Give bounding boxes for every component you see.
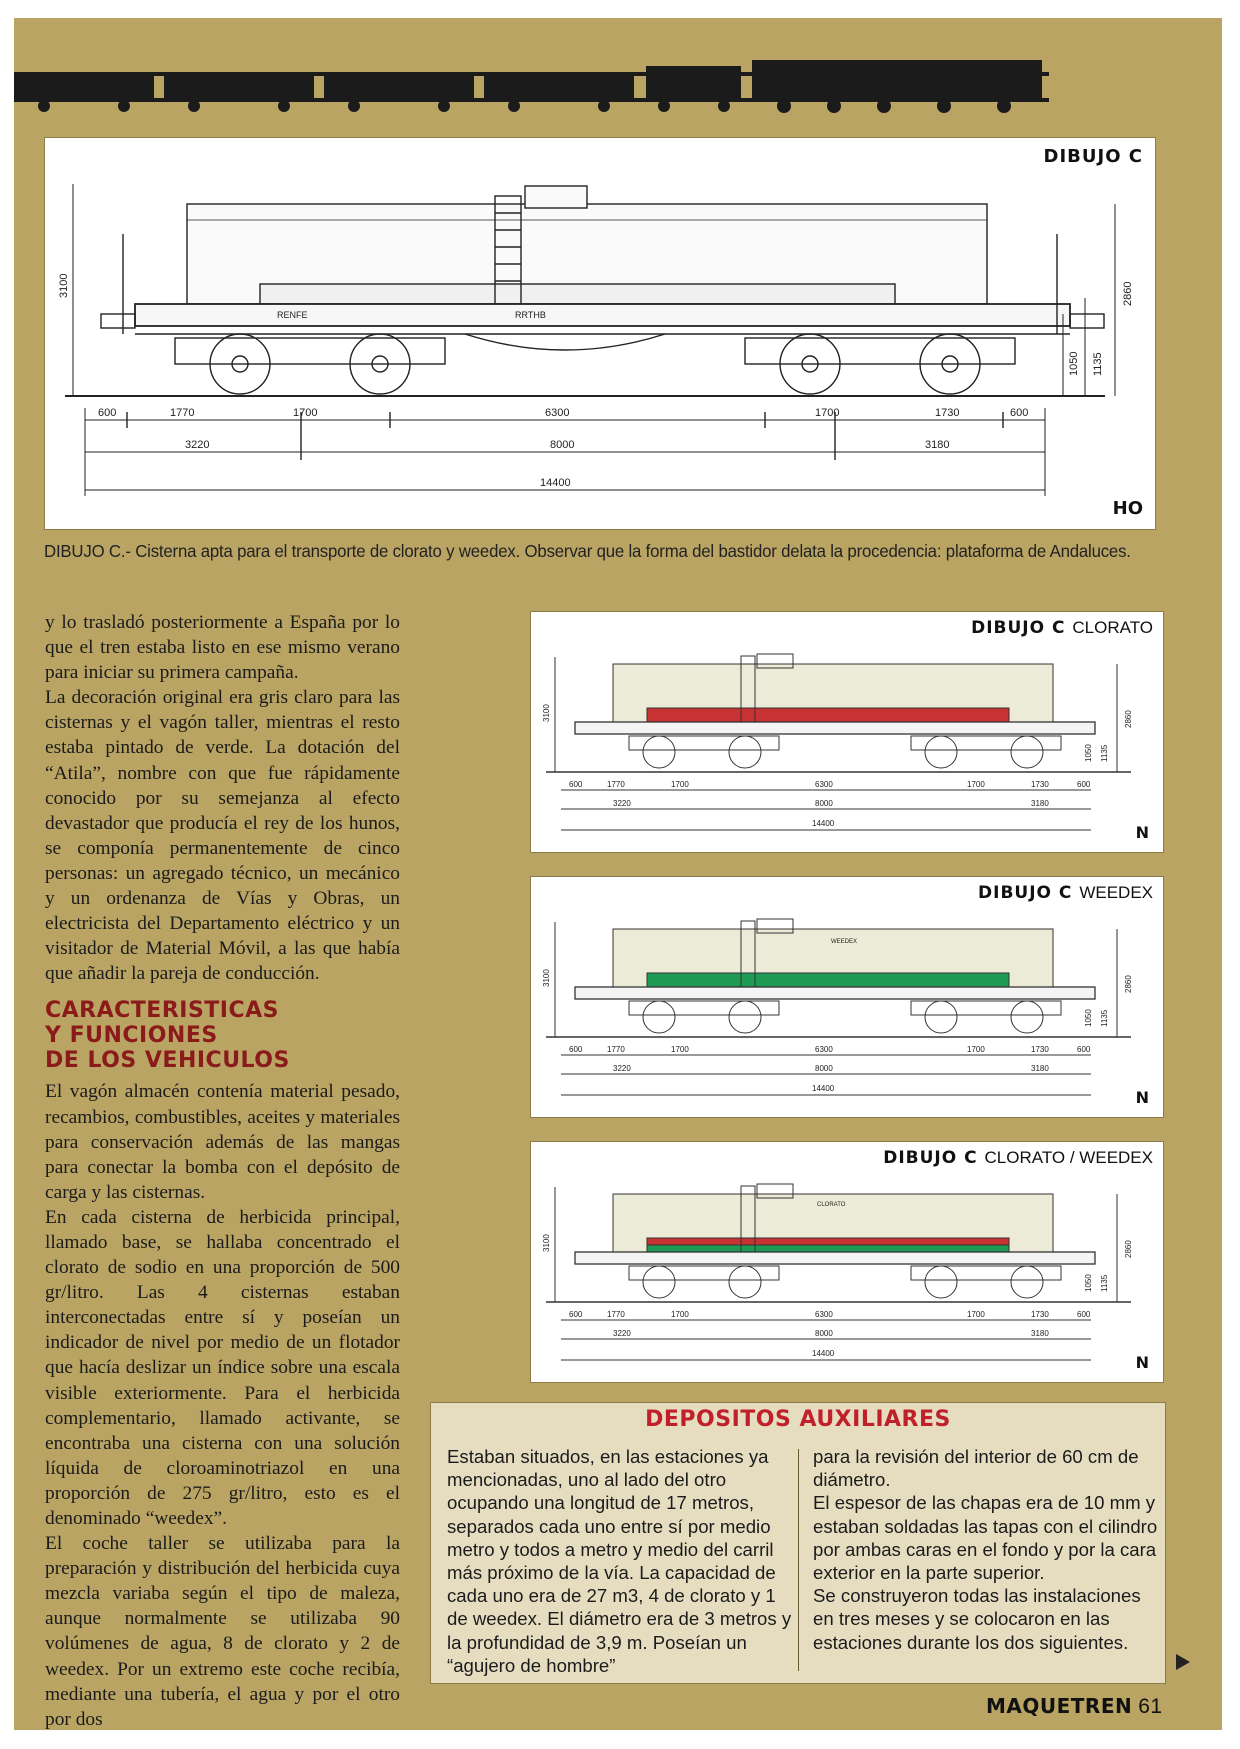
column-divider: [798, 1449, 799, 1671]
small-wagon-drawing-clorato-weedex: [531, 1142, 1163, 1382]
svg-text:1050: 1050: [1084, 744, 1093, 762]
dim-label: 1135: [1092, 352, 1104, 376]
dim-label: 2860: [1122, 281, 1134, 306]
small-drawing-label: DIBUJO C CLORATO / WEEDEX: [883, 1148, 1153, 1168]
svg-text:600: 600: [569, 1310, 583, 1319]
dim-label: 1700: [293, 407, 318, 419]
svg-text:1770: 1770: [607, 780, 625, 789]
dim-label: 8000: [550, 439, 575, 451]
svg-text:1730: 1730: [1031, 1310, 1049, 1319]
paragraph: El espesor de las chapas era de 10 mm y estaban soldadas las tapas con el cilindro por ambas caras en el fondo y por la cara exterior en la parte superior.: [813, 1492, 1158, 1584]
paragraph: El coche taller se utilizaba para la preparación y distribución del herbicida cuya mezcla variaba según el tipo de maleza, aunque normalmente se utilizaba 90 volúmenes de agua, 8 de clorato y 2 de weedex. Por un extremo este coche recibía, mediante una tubería, el agua y por el otro por dos: [45, 1533, 400, 1730]
small-wagon-drawing-weedex: [531, 877, 1163, 1117]
svg-text:14400: 14400: [812, 1084, 835, 1093]
svg-text:6300: 6300: [815, 780, 833, 789]
small-drawing-label: DIBUJO C WEEDEX: [978, 883, 1153, 903]
svg-text:3100: 3100: [542, 969, 551, 987]
svg-text:2860: 2860: [1124, 710, 1133, 728]
svg-text:1050: 1050: [1084, 1009, 1093, 1027]
paragraph: para la revisión del interior de 60 cm de diámetro.: [813, 1446, 1139, 1491]
small-drawing-label: DIBUJO C CLORATO: [971, 618, 1153, 638]
svg-text:3180: 3180: [1031, 1064, 1049, 1073]
main-wagon-drawing: [45, 138, 1155, 529]
dim-label: 1050: [1068, 351, 1080, 376]
dim-label: 3220: [185, 439, 210, 451]
svg-text:8000: 8000: [815, 1329, 833, 1338]
dim-label: 3180: [925, 439, 950, 451]
sidebar-column-left: [447, 1445, 792, 1677]
svg-text:3180: 3180: [1031, 1329, 1049, 1338]
small-drawing-panel-2: [530, 876, 1164, 1118]
figure-caption: DIBUJO C.- Cisterna apta para el transporte de clorato y weedex. Observar que la forma del bastidor delata la procedencia: plataforma de Andaluces.: [44, 541, 1131, 561]
dim-label: 3100: [58, 273, 70, 298]
svg-text:1770: 1770: [607, 1310, 625, 1319]
svg-text:3100: 3100: [542, 1234, 551, 1252]
main-drawing-panel: [44, 137, 1156, 530]
dim-label: 6300: [545, 407, 570, 419]
small-drawing-panel-3: [530, 1141, 1164, 1383]
dim-label: 1770: [170, 407, 195, 419]
svg-text:14400: 14400: [812, 819, 835, 828]
svg-text:1700: 1700: [967, 780, 985, 789]
svg-text:600: 600: [1077, 1045, 1091, 1054]
magazine-name: MAQUETREN: [986, 1694, 1133, 1718]
svg-text:1730: 1730: [1031, 1045, 1049, 1054]
paragraph: Estaban situados, en las estaciones ya mencionadas, uno al lado del otro ocupando una longitud de 17 metros, separados cada uno entre sí por medio metro y todos a metro y medio del carril más próximo de la vía. La capacidad de cada uno era de 27 m3, 4 de clorato y 1 de weedex. El diámetro era de 3 metros y la profundidad de 3,9 m. Poseían un “agujero de hombre”: [447, 1446, 792, 1676]
svg-text:RENFE: RENFE: [277, 310, 308, 320]
color-stripe: [647, 1238, 1009, 1245]
article-column: [45, 610, 400, 1732]
dim-label: 1700: [815, 407, 840, 419]
paragraph: y lo trasladó posteriormente a España por lo que el tren estaba listo en ese mismo verano para iniciar su primera campaña.: [45, 612, 400, 684]
svg-text:3220: 3220: [613, 1064, 631, 1073]
small-drawing-panel-1: [530, 611, 1164, 853]
svg-text:1135: 1135: [1100, 744, 1109, 762]
svg-text:6300: 6300: [815, 1310, 833, 1319]
continue-arrow-icon: [1176, 1654, 1190, 1670]
dim-label: 1730: [935, 407, 960, 419]
main-drawing-label: DIBUJO C: [1043, 146, 1143, 167]
scale-tag: N: [1135, 1088, 1149, 1107]
svg-text:600: 600: [569, 780, 583, 789]
paragraph: La decoración original era gris claro para las cisternas y el vagón taller, mientras el resto estaba pintado de verde. La dotación del “Atila”, nombre con que fue rápidamente conocido por su semejanza al efecto devastador que producía el rey de los hunos, se componía permanentemente de cinco personas: un agregado técnico, un mecánico y un ordenanza de Vías y Obras, un electricista del Departamento eléctrico y un visitador de Material Móvil, a las que había que añadir la pareja de conducción.: [45, 687, 400, 985]
svg-text:3100: 3100: [542, 704, 551, 722]
sidebar-title: DEPOSITOS AUXILIARES: [645, 1407, 951, 1432]
clorato-tag: CLORATO: [817, 1202, 846, 1208]
svg-text:2860: 2860: [1124, 975, 1133, 993]
paragraph: Se construyeron todas las instalaciones en tres meses y se colocaron en las estaciones durante los dos siguientes.: [813, 1585, 1141, 1653]
page-number: 61: [1138, 1695, 1163, 1718]
svg-text:1135: 1135: [1100, 1009, 1109, 1027]
svg-text:600: 600: [1077, 1310, 1091, 1319]
svg-text:1770: 1770: [607, 1045, 625, 1054]
scale-tag: N: [1135, 1353, 1149, 1372]
dim-label: 14400: [540, 477, 571, 489]
color-stripe: [647, 708, 1009, 722]
sidebar-column-right: [813, 1445, 1158, 1654]
color-stripe: [647, 973, 1009, 987]
svg-text:1730: 1730: [1031, 780, 1049, 789]
dim-label: 600: [98, 407, 117, 419]
small-wagon-drawing-clorato: [531, 612, 1163, 852]
svg-text:600: 600: [1077, 780, 1091, 789]
sidebar-box: [430, 1402, 1166, 1684]
dim-label: 600: [1010, 407, 1029, 419]
svg-text:1700: 1700: [671, 1045, 689, 1054]
scale-tag: N: [1135, 823, 1149, 842]
svg-text:3180: 3180: [1031, 799, 1049, 808]
svg-text:14400: 14400: [812, 1349, 835, 1358]
paragraph: El vagón almacén contenía material pesado, recambios, combustibles, aceites y materiales para conservación además de las mangas para conectar la bomba con el depósito de carga y las cisternas.: [45, 1081, 400, 1203]
svg-text:8000: 8000: [815, 1064, 833, 1073]
scale-tag: HO: [1112, 498, 1143, 519]
svg-text:1700: 1700: [671, 1310, 689, 1319]
svg-text:RRTHB: RRTHB: [515, 310, 546, 320]
weedex-tag: WEEDEX: [831, 939, 858, 945]
svg-text:1050: 1050: [1084, 1274, 1093, 1292]
svg-text:1700: 1700: [671, 780, 689, 789]
svg-text:1700: 1700: [967, 1310, 985, 1319]
svg-text:2860: 2860: [1124, 1240, 1133, 1258]
svg-text:3220: 3220: [613, 799, 631, 808]
svg-text:6300: 6300: [815, 1045, 833, 1054]
svg-text:600: 600: [569, 1045, 583, 1054]
svg-text:8000: 8000: [815, 799, 833, 808]
train-silhouette-strip: [14, 50, 1049, 114]
paragraph: En cada cisterna de herbicida principal, llamado base, se hallaba concentrado el clorato de sodio en una proporción de 500 gr/litro. Las 4 cisternas estaban interconectadas entre sí y poseían un indicador de nivel por medio de un flotador que hacía deslizar un índice sobre una escala visible exteriormente. Para el herbicida complementario, llamado activante, se encontraba una cisterna con una solución líquida de cloroaminotriazol en una proporción de 275 gr/litro, esto es el denominado “weedex”.: [45, 1206, 400, 1529]
svg-text:3220: 3220: [613, 1329, 631, 1338]
svg-text:1700: 1700: [967, 1045, 985, 1054]
svg-text:1135: 1135: [1100, 1274, 1109, 1292]
section-heading: CARACTERISTICAS Y FUNCIONES DE LOS VEHICULOS: [45, 998, 290, 1074]
page-footer: [986, 1694, 1163, 1719]
